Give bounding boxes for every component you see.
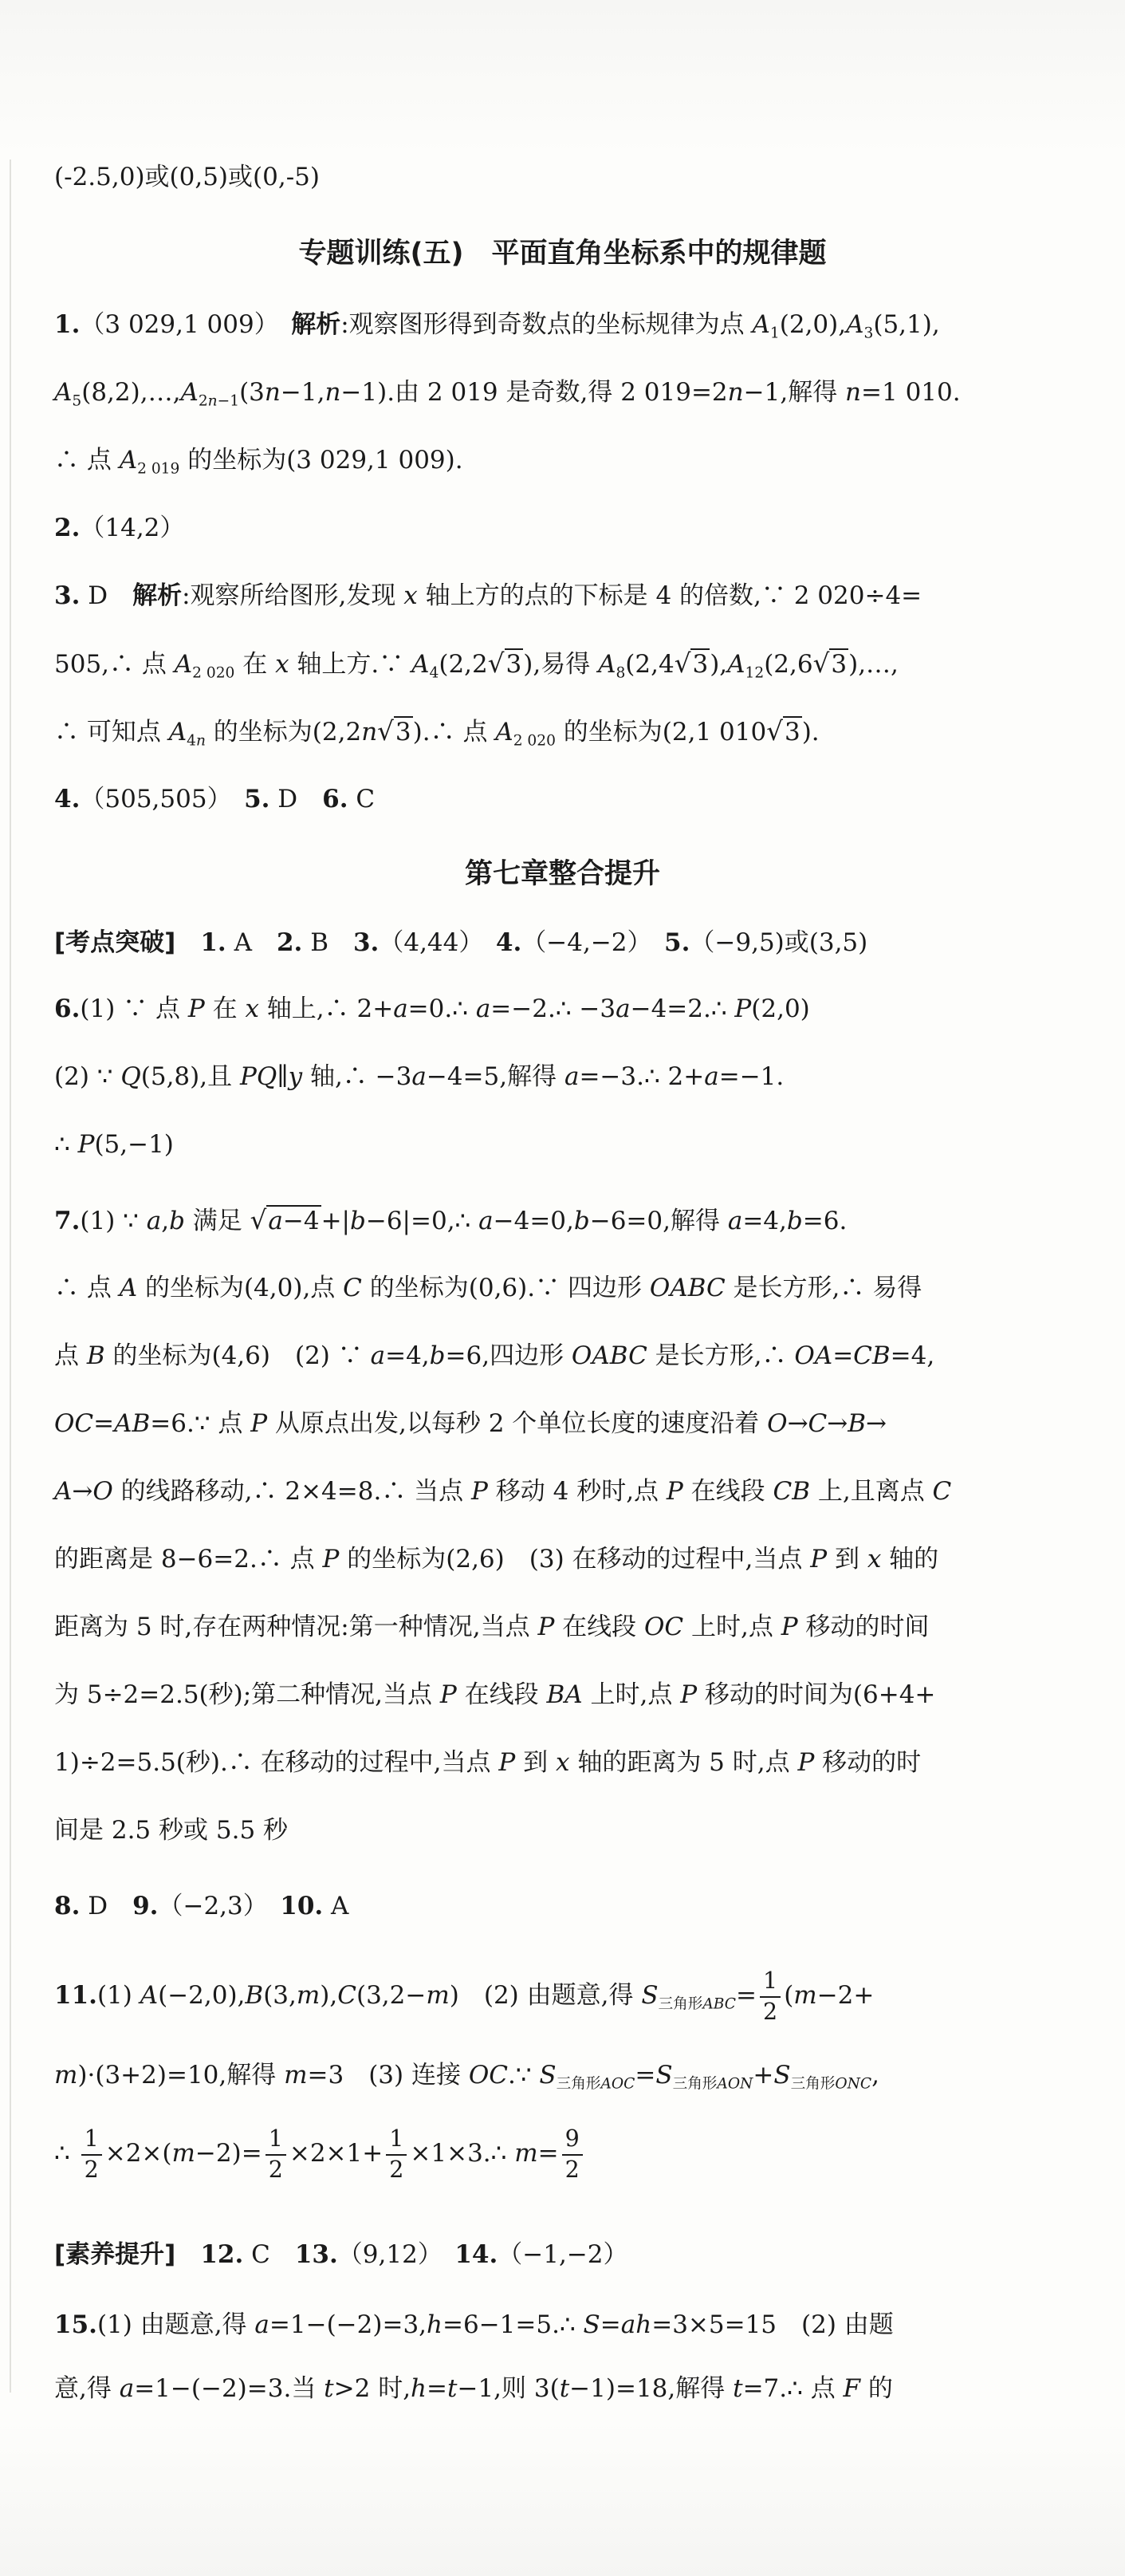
page-fold-edge <box>10 160 11 2393</box>
suyang-line: [素养提升] 12. C 13.（9,12） 14.（−1,−2） <box>54 2240 628 2269</box>
q7-line9: 1)÷2=5.5(秒).∴ 在移动的过程中,当点 P 到 x 轴的距离为 5 时,点 P 移动的时 <box>54 1748 922 1777</box>
q7-line10: 间是 2.5 秒或 5.5 秒 <box>54 1816 289 1845</box>
q7-line4: OC=AB=6.∵ 点 P 从原点出发,以每秒 2 个单位长度的速度沿着 O→C→B→ <box>54 1409 887 1438</box>
q3-line3: ∴ 可知点 $A_{4n}$ 的坐标为(2,2n√3).∴ 点 $A_{2 020}$ 的坐标为(2,1 010√3). <box>54 716 820 750</box>
q15-line1: 15.(1) 由题意,得 a=1−(−2)=3,h=6−1=5.∴ S=ah=3×5=15 (2) 由题 <box>54 2310 894 2339</box>
section-title-7: 第七章整合提升 <box>464 858 660 890</box>
q6-line1: 6.(1) ∵ 点 P 在 x 轴上,∴ 2+a=0.∴ a=−2.∴ −3a−4=2.∴ P(2,0) <box>54 995 810 1023</box>
q1-line1: 1.（3 029,1 009） 解析:观察图形得到奇数点的坐标规律为点 $A_1(2,0),A_3(5,1)$, <box>54 310 940 342</box>
q7-line8: 为 5÷2=2.5(秒);第二种情况,当点 P 在线段 BA 上时,点 P 移动的时间为(6+4+ <box>54 1680 936 1709</box>
suyang-label: [素养提升] <box>54 2240 176 2269</box>
q7-line2: ∴ 点 A 的坐标为(4,0),点 C 的坐标为(0,6).∵ 四边形 OABC 是长方形,∴ 易得 <box>54 1274 922 1302</box>
q7-line6: 的距离是 8−6=2.∴ 点 P 的坐标为(2,6) (3) 在移动的过程中,当点 P 到 x 轴的 <box>54 1545 939 1574</box>
q1-line3: ∴ 点 $A_{2 019}$ 的坐标为(3 029,1 009). <box>54 446 463 478</box>
q11-line1: 11.(1) A(−2,0),B(3,m),C(3,2−m) (2) 由题意,得 $S_{三角形ABC}=$ $\frac{1}{2}$ (m−2+ <box>54 1967 875 2025</box>
kaodian-line: [考点突破] 1. A 2. B 3.（4,44） 4.（−4,−2） 5.（−9,5)或(3,5) <box>54 928 868 957</box>
q1-line2: $A_5(8,2),\dots,A_{2n-1}(3n-1,n-1)$.由 2 019 是奇数,得 2 019=2n−1,解得 n=1 010. <box>54 378 961 410</box>
kaodian-label: [考点突破] <box>54 928 176 957</box>
q11-line2: m)·(3+2)=10,解得 m=3 (3) 连接 OC.∵ $S_{三角形AOC}=S_{三角形AON}+S_{三角形ONC}$, <box>54 2061 879 2093</box>
q7-line7: 距离为 5 时,存在两种情况:第一种情况,当点 P 在线段 OC 上时,点 P 移动的时间 <box>54 1613 930 1641</box>
q7-line5: A→O 的线路移动,∴ 2×4=8.∴ 当点 P 移动 4 秒时,点 P 在线段 CB 上,且离点 C <box>54 1477 952 1506</box>
line-top: (-2.5,0)或(0,5)或(0,-5) <box>54 163 320 191</box>
q4-6-line: 4.（505,505） 5. D 6. C <box>54 785 376 813</box>
section-title-5: 专题训练(五) 平面直角坐标系中的规律题 <box>298 238 827 270</box>
q15-line2: 意,得 a=1−(−2)=3.当 t>2 时,h=t−1,则 3(t−1)=18,解得 t=7.∴ 点 F 的 <box>54 2374 893 2403</box>
q7-line1: 7.(1) ∵ a,b 满足 √a−4+|b−6|=0,∴ a−4=0,b−6=0,解得 a=4,b=6. <box>54 1205 848 1235</box>
q8-10-line: 8. D 9.（−2,3） 10. A <box>54 1892 349 1920</box>
q11-line3: ∴ $\frac{1}{2}$ ×2×(m−2)= $\frac{1}{2}$ ×2×1+ $\frac{1}{2}$ ×1×3.∴ m= $\frac{9}{2}$ <box>54 2125 586 2181</box>
q6-line3: ∴ P(5,−1) <box>54 1130 174 1159</box>
q3-line2: 505,∴ 点 $A_{2 020}$ 在 x 轴上方.∵ $A_4(2,2√3)$,易得 $A_8(2,4√3),A_{12}(2,6√3),\dots$, <box>54 648 899 682</box>
q2-line: 2.（14,2） <box>54 514 185 542</box>
q3-line1: 3. D 解析:观察所给图形,发现 x 轴上方的点的下标是 4 的倍数,∵ 2 020÷4= <box>54 581 922 610</box>
q7-line3: 点 B 的坐标为(4,6) (2) ∵ a=4,b=6,四边形 OABC 是长方形,∴ OA=CB=4, <box>54 1341 935 1370</box>
q6-line2: (2) ∵ Q(5,8),且 PQ∥y 轴,∴ −3a−4=5,解得 a=−3.∴ 2+a=−1. <box>54 1062 785 1091</box>
